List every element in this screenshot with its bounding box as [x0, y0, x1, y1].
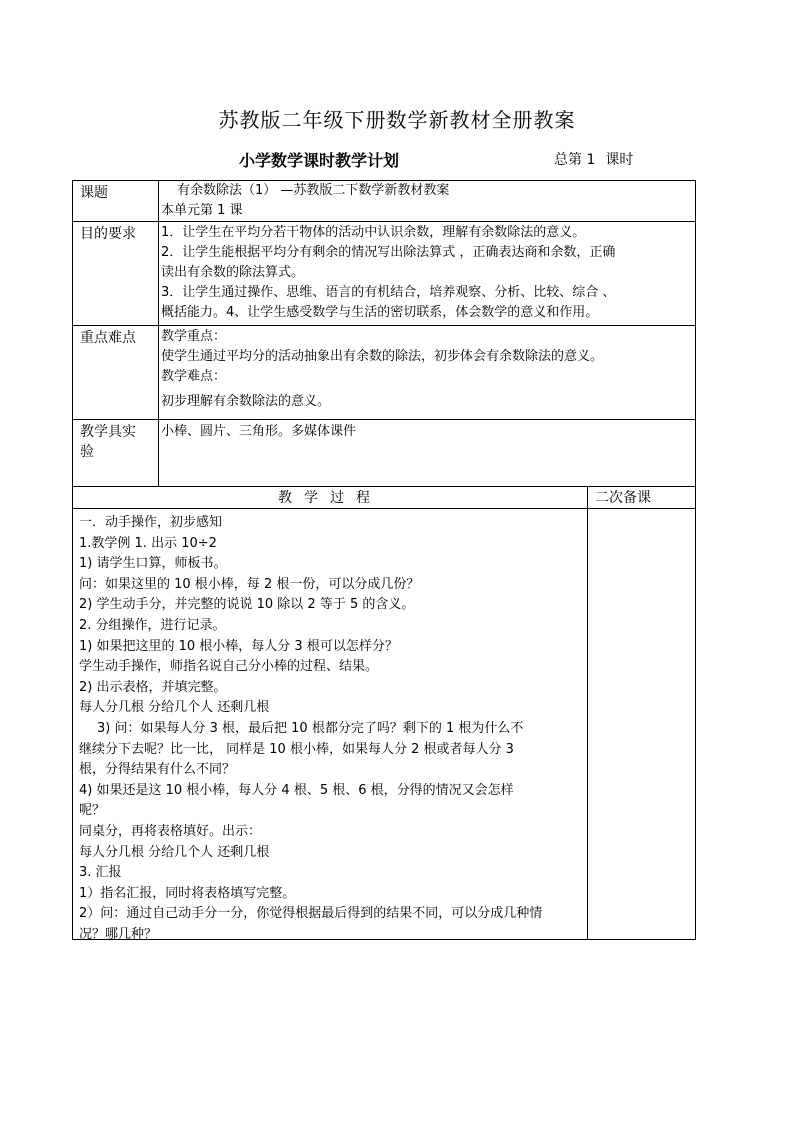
column-divider	[587, 487, 588, 939]
process-line: 1) 请学生口算，师板书。	[79, 556, 227, 572]
course-unit: 本单元第 1 课	[161, 203, 243, 218]
process-line: 2) 出示表格，并填完整。	[79, 679, 227, 695]
process-line: 3) 问：如果每人分 3 根，最后把 10 根都分完了吗？剩下的 1 根为什么不	[97, 720, 524, 736]
lesson-plan-table	[72, 180, 696, 940]
tools-text: 小棒、圆片、三角形。多媒体课件	[161, 424, 357, 439]
goals-label: 目的要求	[73, 222, 159, 325]
process-line: 学生动手操作，师指名说自己分小棒的过程、结果。	[79, 659, 379, 675]
process-line: 2) 学生动手分，并完整的说说 10 除以 2 等于 5 的含义。	[79, 597, 415, 613]
goals-row	[73, 222, 695, 326]
process-header-row	[73, 487, 695, 509]
tools-label-line: 教学具实	[80, 424, 136, 440]
process-line: 根，分得结果有什么不同？	[79, 762, 236, 778]
process-line: 每人分几根 分给几个人 还剩几根	[79, 844, 270, 860]
process-line: 问：如果这里的 10 根小棒，每 2 根一份，可以分成几份？	[79, 576, 420, 592]
process-line: 3. 汇报	[79, 865, 122, 881]
course-row	[73, 181, 695, 222]
process-header: 教学过程	[278, 490, 382, 506]
goal-line: 概括能力。4、让学生感受数学与生活的密切联系，体会数学的意义和作用。	[161, 305, 599, 320]
goal-line: 1．让学生在平均分若干物体的活动中认识余数，理解有余数除法的意义。	[161, 225, 586, 240]
key-point-line: 初步理解有余数除法的意义。	[161, 394, 331, 409]
course-content	[161, 181, 689, 221]
backup-header: 二次备课	[595, 490, 651, 506]
course-title: 有余数除法（1） —苏教版二下数学新教材教案	[177, 183, 450, 198]
process-content	[79, 513, 583, 945]
document-title: 苏教版二年级下册数学新教材全册教案	[218, 108, 576, 132]
process-line: 4) 如果还是这 10 根小棒，每人分 4 根、5 根、6 根，分得的情况又会怎样	[79, 782, 514, 798]
key-point-line: 教学难点：	[161, 369, 227, 384]
goal-line: 读出有余数的除法算式。	[161, 265, 305, 280]
tools-label	[73, 420, 159, 486]
process-line: 呢？	[79, 803, 106, 819]
goals-content	[161, 223, 689, 323]
key-point-line: 使学生通过平均分的活动抽象出有余数的除法，初步体会有余数除法的意义。	[161, 349, 604, 364]
process-line: 继续分下去呢？比一比， 同样是 10 根小棒，如果每人分 2 根或者每人分 3	[79, 741, 514, 757]
lesson-number-suffix: 课时	[605, 152, 634, 168]
tools-content	[161, 422, 689, 442]
process-line: 况？哪几种？	[79, 926, 158, 942]
process-line: 2）问：通过自己动手分一分，你觉得根据最后得到的结果不同，可以分成几种情	[79, 906, 543, 922]
key-point-line: 教学重点：	[161, 329, 227, 344]
process-line: 同桌分，再将表格填好。出示：	[79, 823, 262, 839]
process-line: 一．动手操作，初步感知	[79, 515, 223, 530]
goal-line: 3．让学生通过操作、思维、语言的有机结合，培养观察、分析、比较、综合 、	[161, 285, 616, 300]
process-line: 1) 如果把这里的 10 根小棒，每人分 3 根可以怎样分？	[79, 638, 398, 654]
key-points-row	[73, 326, 695, 420]
lesson-number	[554, 149, 643, 169]
tools-row	[73, 420, 695, 487]
key-points-label: 重点难点	[73, 326, 159, 419]
process-line: 每人分几根 分给几个人 还剩几根	[79, 700, 270, 716]
course-label: 课题	[73, 181, 159, 221]
process-line: 1.教学例 1. 出示 10÷2	[79, 535, 217, 551]
lesson-plan-title: 小学数学课时教学计划	[239, 151, 400, 170]
tools-label-line: 验	[80, 444, 94, 460]
process-line: 2. 分组操作，进行记录。	[79, 617, 226, 633]
goal-line: 2．让学生能根据平均分有剩余的情况写出除法算式 ，正确表达商和余数，正确	[161, 245, 616, 260]
key-points-content	[161, 327, 689, 412]
process-line: 1）指名汇报，同时将表格填写完整。	[79, 885, 296, 901]
lesson-number-prefix: 总第 1	[554, 152, 596, 168]
